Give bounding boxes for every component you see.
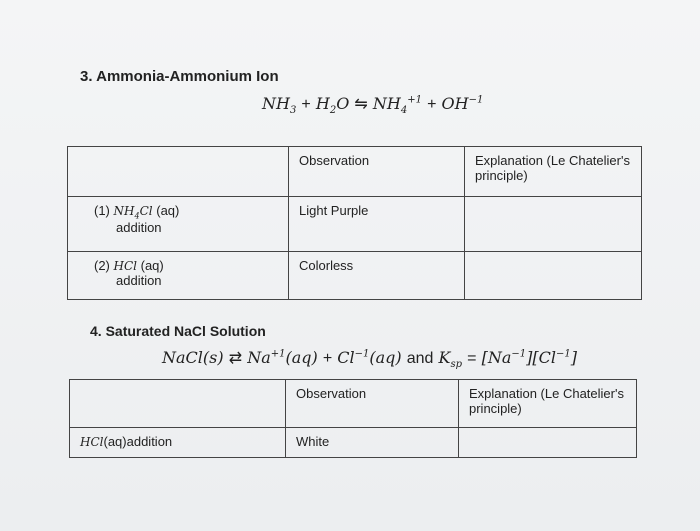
section-4-heading: 4. Saturated NaCl Solution <box>90 323 266 339</box>
table-row <box>68 197 642 252</box>
table-header-row <box>70 380 637 428</box>
explanation-header: Explanation (Le Chatelier's principle) <box>465 147 642 197</box>
condition-cell: HCl(aq)addition <box>70 428 286 458</box>
observation-header: Observation <box>289 147 465 197</box>
observation-cell: Colorless <box>289 252 465 300</box>
table-row <box>68 252 642 300</box>
observation-cell: White <box>286 428 459 458</box>
header-blank-cell <box>70 380 286 428</box>
observation-cell: Light Purple <box>289 197 465 252</box>
section-3-heading: 3. Ammonia-Ammonium Ion <box>80 68 279 85</box>
observation-header: Observation <box>286 380 459 428</box>
ammonia-equation: $NH_3 + H_2O$ ⇋ $NH_4^{+1} + OH^{-1}$ <box>262 94 484 117</box>
table-row <box>70 428 637 458</box>
condition-cell: (1) $NH_4Cl$ (aq) addition <box>68 197 289 252</box>
nacl-equation: NaCl(s) ⇄ $Na^{+1}(aq) + Cl^{-1}(aq)$ and $K_{sp} = [Na^{-1}][Cl^{-1}]$ <box>162 348 577 371</box>
nacl-table <box>69 379 637 458</box>
explanation-cell[interactable] <box>465 197 642 252</box>
ammonia-table <box>67 146 642 300</box>
equilibrium-arrow-icon: ⇄ <box>228 350 243 367</box>
explanation-cell[interactable] <box>459 428 637 458</box>
equilibrium-arrow-icon: ⇋ <box>354 96 368 113</box>
explanation-cell[interactable] <box>465 252 642 300</box>
table-header-row <box>68 147 642 197</box>
condition-cell: (2) HCl (aq) addition <box>68 252 289 300</box>
explanation-header: Explanation (Le Chatelier's principle) <box>459 380 637 428</box>
header-blank-cell <box>68 147 289 197</box>
